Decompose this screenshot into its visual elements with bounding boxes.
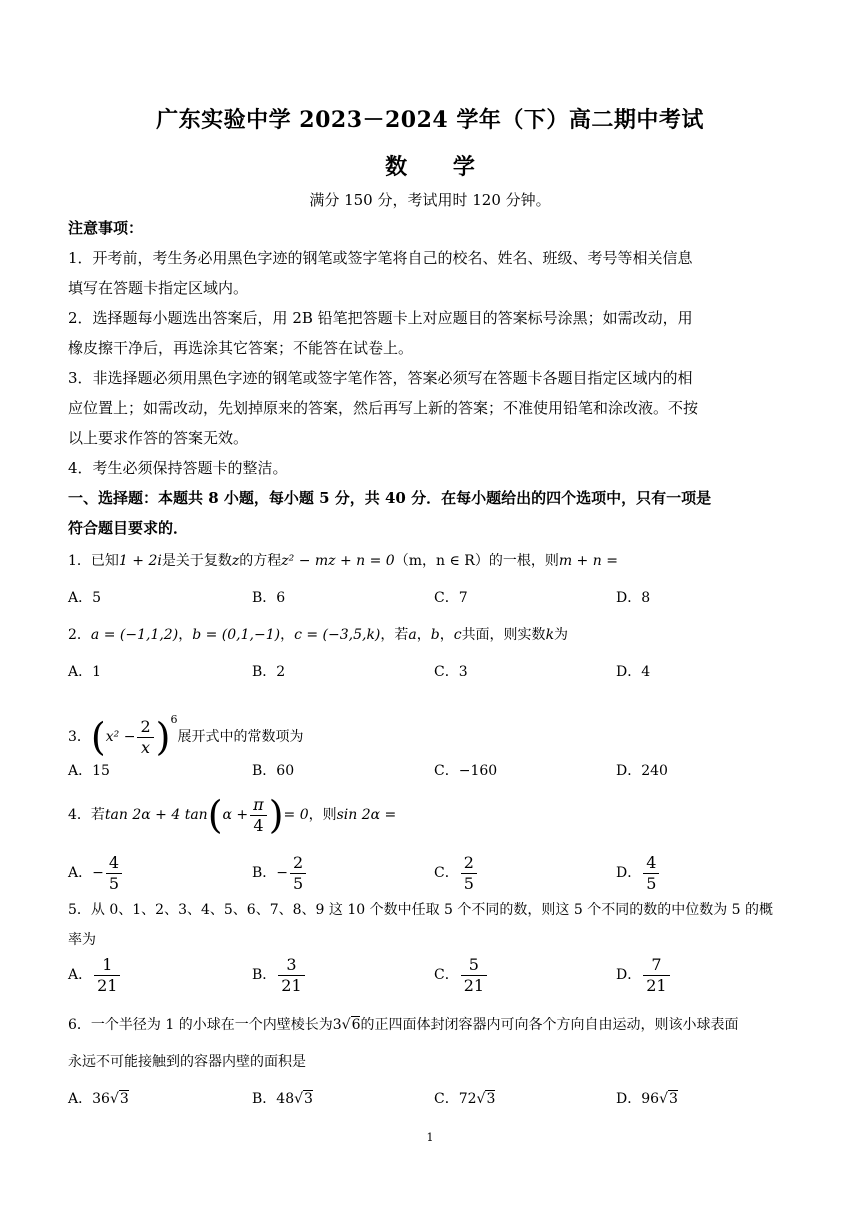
option-c: C．3 — [434, 664, 468, 680]
q-text: ，则 — [308, 807, 337, 823]
option-c — [434, 1088, 495, 1108]
option-label: D． — [616, 1091, 642, 1107]
option-b — [252, 952, 307, 998]
notice-line: 4．考生必须保持答题卡的整洁。 — [68, 459, 288, 477]
exam-meta: 满分 150 分，考试用时 120 分钟。 — [309, 191, 551, 209]
denominator: 21 — [646, 975, 667, 995]
denominator: 21 — [463, 975, 485, 995]
option-coef: 36 — [92, 1091, 110, 1107]
numerator: 3 — [278, 955, 304, 976]
option-label: B． — [252, 1091, 277, 1107]
q-math: z — [231, 553, 240, 569]
notice-line: 以上要求作答的答案无效。 — [68, 429, 249, 447]
option-d: D．4 — [616, 664, 651, 680]
q6-options — [68, 1088, 794, 1128]
section-heading-cont: 符合题目要求的． — [68, 519, 189, 537]
option-label: A． — [68, 967, 93, 983]
option-sign: − — [276, 865, 289, 881]
option-a — [68, 1088, 129, 1108]
notice-line: 橡皮擦干净后，再选涂其它答案；不能答在试卷上。 — [68, 339, 414, 357]
vector-b: b = (0,1,−1) — [192, 627, 281, 643]
option-b: B．2 — [252, 664, 286, 680]
option-coef: 96 — [641, 1091, 660, 1107]
q4-options — [68, 850, 794, 896]
option-c — [434, 850, 479, 896]
q-text: 为 — [554, 627, 569, 643]
left-paren: ( — [207, 793, 223, 837]
vector-c: c = (−3,5,k) — [294, 627, 381, 643]
option-c — [434, 952, 489, 998]
fraction — [643, 853, 659, 894]
numerator: 5 — [461, 955, 487, 976]
sqrt-sign: √ — [341, 1017, 351, 1033]
q-text: ， — [416, 627, 431, 643]
q-math: z² − mz + n = 0 — [281, 553, 395, 569]
q-text: （m，n ∈ R）的一根，则 — [394, 553, 559, 569]
question-1 — [68, 550, 794, 570]
option-b: B．6 — [252, 590, 286, 606]
option-d — [616, 952, 672, 998]
right-paren: ) — [155, 715, 171, 759]
option-label: A． — [68, 1091, 93, 1107]
numerator: 2 — [290, 853, 306, 874]
q-math: m + n = — [558, 553, 618, 569]
q-math: a — [408, 627, 417, 643]
question-number: 4． — [68, 807, 91, 823]
question-number: 3． — [68, 729, 91, 745]
q-text: 是关于复数 — [161, 553, 232, 569]
q-text: 若 — [90, 807, 105, 823]
q-math: α + — [222, 807, 249, 823]
fraction — [643, 955, 669, 996]
question-number: 2． — [68, 627, 91, 643]
numerator: 2 — [461, 853, 477, 874]
option-a: A．1 — [68, 664, 102, 680]
subject-title: 数 学 — [385, 154, 475, 180]
sqrt-sign: √ — [109, 1091, 119, 1107]
q-math: c — [453, 627, 462, 643]
q1-options — [68, 587, 794, 627]
q-text: 的正四面体封闭容器内可向各个方向自由运动，则该小球表面 — [360, 1017, 739, 1033]
option-label: B． — [252, 967, 277, 983]
denominator: 21 — [281, 975, 302, 995]
option-b — [252, 850, 308, 896]
numerator: 1 — [94, 955, 120, 976]
radicand: 3 — [486, 1091, 496, 1107]
question-2: 2．a = (−1,1,2)，b = (0,1,−1)，c = (−3,5,k)，若a，b，c共面，则实数k为 — [68, 627, 569, 643]
fraction — [278, 955, 304, 996]
radicand: 6 — [351, 1017, 361, 1033]
exponent: 6 — [170, 713, 178, 726]
q-math: − — [123, 729, 136, 745]
q-math: tan 2α + 4 tan — [104, 807, 208, 823]
denominator: 4 — [253, 815, 264, 835]
notice-line: 1．开考前，考生务必用黑色字迹的钢笔或签字笔将自己的校名、姓名、班级、考号等相关信息 — [68, 249, 693, 267]
radicand: 3 — [668, 1091, 678, 1107]
option-a — [68, 850, 124, 896]
numerator: 2 — [137, 717, 153, 738]
q5-options — [68, 952, 794, 998]
q-text: 已知 — [90, 553, 119, 569]
option-a: A．15 — [68, 763, 110, 779]
numerator: 7 — [643, 955, 669, 976]
option-label: D． — [616, 865, 642, 881]
question-5-line2: 率为 — [68, 932, 96, 948]
fraction — [137, 717, 153, 758]
option-label: C． — [434, 865, 459, 881]
q-text: ，若 — [380, 627, 409, 643]
notice-line: 3．非选择题必须用黑色字迹的钢笔或签字笔作答，答案必须写在答题卡各题目指定区域内的相 — [68, 369, 693, 387]
q-math: sin 2α = — [336, 807, 397, 823]
vector-a: a = (−1,1,2) — [90, 627, 179, 643]
denominator: 5 — [646, 873, 657, 893]
notice-line: 应位置上；如需改动，先划掉原来的答案，然后再写上新的答案；不准使用铅笔和涂改液。不按 — [68, 399, 699, 417]
page-number: 1 — [426, 1131, 434, 1144]
option-b — [252, 1088, 313, 1108]
denominator: 5 — [293, 873, 304, 893]
option-coef: 48 — [276, 1091, 295, 1107]
notice-line: 填写在答题卡指定区域内。 — [68, 279, 249, 297]
option-sign: − — [92, 865, 104, 881]
option-a: A．5 — [68, 590, 102, 606]
fraction — [461, 955, 487, 996]
option-a — [68, 952, 122, 998]
option-label: A． — [68, 865, 93, 881]
q-math: k — [545, 627, 555, 643]
fraction — [461, 853, 477, 894]
question-4 — [68, 792, 794, 838]
fraction — [290, 853, 306, 894]
q-math: = 0 — [283, 807, 309, 823]
option-d: D．8 — [616, 590, 651, 606]
option-label: B． — [252, 865, 277, 881]
notice-line: 2．选择题每小题选出答案后，用 2B 铅笔把答题卡上对应题目的答案标号涂黑；如需改动，用 — [68, 309, 693, 327]
denominator: 5 — [108, 873, 120, 893]
q-math: b — [430, 627, 440, 643]
question-6-line1 — [68, 1014, 794, 1034]
q-text: 6．一个半径为 1 的小球在一个内壁棱长为 — [68, 1017, 333, 1033]
option-label: C． — [434, 967, 459, 983]
option-d — [616, 850, 661, 896]
notice-heading: 注意事项： — [68, 219, 144, 237]
q2-options — [68, 661, 794, 701]
left-paren: ( — [90, 715, 106, 759]
fraction — [94, 955, 120, 996]
option-d — [616, 1088, 678, 1108]
q-text: 展开式中的常数项为 — [177, 729, 304, 745]
q-text: 共面，则实数 — [461, 627, 546, 643]
option-c: C．−160 — [434, 763, 498, 779]
section-heading: 一、选择题：本题共 8 小题，每小题 5 分，共 40 分．在每小题给出的四个选项中，只有一项是 — [68, 489, 712, 507]
option-coef: 72 — [458, 1091, 477, 1107]
q-text: ， — [439, 627, 454, 643]
radicand: 3 — [304, 1091, 313, 1107]
right-paren: ) — [268, 793, 284, 837]
q-math: x² — [105, 729, 120, 745]
fraction — [106, 853, 122, 894]
denominator: 5 — [463, 873, 474, 893]
question-6-line2: 永远不可能接触到的容器内壁的面积是 — [68, 1054, 306, 1070]
q-math: 3 — [332, 1017, 342, 1033]
option-label: D． — [616, 967, 642, 983]
numerator: 4 — [643, 853, 659, 874]
question-3 — [68, 698, 794, 759]
option-d: D．240 — [616, 763, 668, 779]
sqrt-sign: √ — [294, 1091, 304, 1107]
fraction — [250, 795, 267, 836]
denominator: 21 — [97, 975, 118, 995]
sqrt-sign: √ — [659, 1091, 668, 1107]
option-b: B．60 — [252, 763, 295, 779]
numerator: π — [250, 795, 267, 816]
denominator: x — [141, 737, 151, 757]
question-number: 1． — [68, 553, 91, 569]
numerator: 4 — [106, 853, 122, 874]
option-c: C．7 — [434, 590, 468, 606]
q-math: 1 + 2i — [118, 553, 162, 569]
question-5-line1: 5．从 0、1、2、3、4、5、6、7、8、9 这 10 个数中任取 5 个不同的数，则这 5 个不同的数的中位数为 5 的概 — [68, 902, 774, 918]
q-text: 的方程 — [239, 553, 282, 569]
option-label: C． — [434, 1091, 459, 1107]
page-title: 广东实验中学 2023－2024 学年（下）高二期中考试 — [156, 107, 704, 133]
sqrt-sign: √ — [476, 1091, 486, 1107]
radicand: 3 — [119, 1091, 129, 1107]
